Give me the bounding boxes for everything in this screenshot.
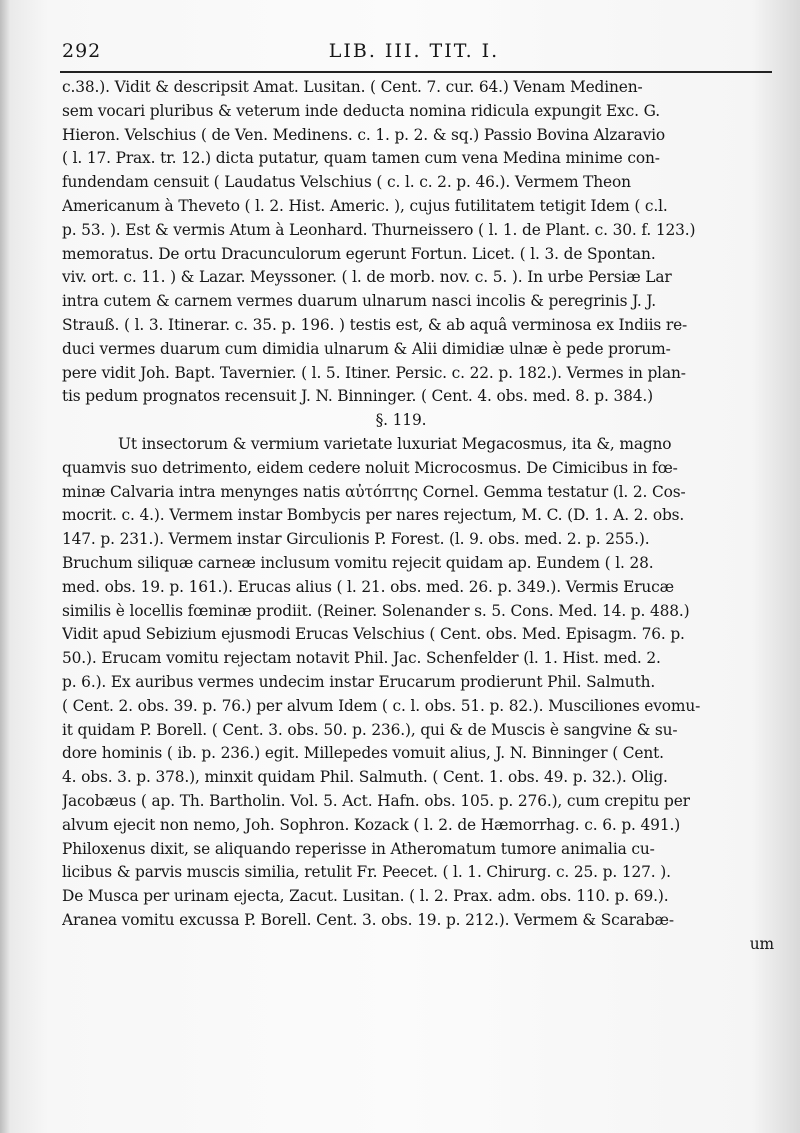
text-line: dore hominis ( ib. p. 236.) egit. Millepedes vomuit alius, J. N. Binninger ( Cent.: [62, 744, 664, 763]
text-line: Jacobæus ( ap. Th. Bartholin. Vol. 5. Act. Hafn. obs. 105. p. 276.), cum crepitu per: [62, 791, 690, 810]
running-title: LIB. III. TIT. I.: [328, 40, 500, 62]
text-line: fundendam censuit ( Laudatus Velschius ( c. l. c. 2. p. 46.). Vermem Theon: [62, 173, 631, 192]
text-line: similis è locellis fœminæ prodiit. (Reiner. Solenander s. 5. Cons. Med. 14. p. 488.): [62, 601, 690, 620]
catchword: um: [749, 934, 774, 953]
text-line: Strauß. ( l. 3. Itinerar. c. 35. p. 196. ) testis est, & ab aquâ verminosa ex Indiis re-: [62, 315, 688, 334]
text-line: 50.). Erucam vomitu rejectam notavit Phil. Jac. Schenfelder (l. 1. Hist. med. 2.: [62, 649, 661, 668]
text-line: tis pedum prognatos recensuit J. N. Binninger. ( Cent. 4. obs. med. 8. p. 384.): [62, 387, 654, 406]
text-line: p. 6.). Ex auribus vermes undecim instar Erucarum prodierunt Phil. Salmuth.: [62, 672, 656, 691]
text-line: quamvis suo detrimento, eidem cedere noluit Microcosmus. De Cimicibus in fœ-: [62, 458, 678, 477]
text-line: minæ Calvaria intra menynges natis αὐτόπτης Cornel. Gemma testatur (l. 2. Cos-: [62, 482, 686, 501]
text-line: memoratus. De ortu Dracunculorum egerunt Fortun. Licet. ( l. 3. de Spontan.: [62, 244, 656, 263]
text-line: Bruchum siliquæ carneæ inclusum vomitu rejecit quidam ap. Eundem ( l. 28.: [62, 553, 654, 572]
text-line: mocrit. c. 4.). Vermem instar Bombycis per nares rejectum, M. C. (D. 1. A. 2. obs.: [62, 506, 685, 525]
text-line: Philoxenus dixit, se aliquando reperisse in Atheromatum tumore animalia cu-: [62, 839, 655, 858]
text-line: c.38.). Vidit & descripsit Amat. Lusitan. ( Cent. 7. cur. 64.) Venam Medinen-: [62, 78, 643, 96]
header-rule: [60, 71, 772, 73]
page-number: 292: [62, 40, 102, 62]
section-heading: §. 119.: [375, 411, 427, 430]
text-line: pere vidit Joh. Bapt. Tavernier. ( l. 5. Itiner. Persic. c. 22. p. 182.). Vermes in plan-: [62, 363, 686, 382]
page-edge-shadow: [0, 0, 10, 1133]
text-line: Hieron. Velschius ( de Ven. Medinens. c. 1. p. 2. & sq.) Passio Bovina Alzaravio: [62, 125, 666, 144]
text-line: Vidit apud Sebizium ejusmodi Erucas Velschius ( Cent. obs. Med. Episagm. 76. p.: [62, 625, 685, 644]
text-line: alvum ejecit non nemo, Joh. Sophron. Kozack ( l. 2. de Hæmorrhag. c. 6. p. 491.): [62, 815, 681, 834]
text-line: licibus & parvis muscis similia, retulit Fr. Peecet. ( l. 1. Chirurg. c. 25. p. 127. ).: [62, 863, 671, 882]
text-line: med. obs. 19. p. 161.). Erucas alius ( l. 21. obs. med. 26. p. 349.). Vermis Erucæ: [62, 577, 674, 596]
text-line: 147. p. 231.). Vermem instar Girculionis P. Forest. (l. 9. obs. med. 2. p. 255.).: [62, 530, 650, 549]
text-line: sem vocari pluribus & veterum inde deducta nomina ridicula expungit Exc. G.: [62, 101, 660, 120]
running-head: [58, 34, 770, 64]
text-line: duci vermes duarum cum dimidia ulnarum & Alii dimidiæ ulnæ è pede prorum-: [62, 339, 671, 358]
text-line: De Musca per urinam ejecta, Zacut. Lusitan. ( l. 2. Prax. adm. obs. 110. p. 69.).: [62, 887, 669, 906]
text-line: viv. ort. c. 11. ) & Lazar. Meyssoner. ( l. de morb. nov. c. 5. ). In urbe Persiæ Lar: [62, 268, 672, 287]
text-line: intra cutem & carnem vermes duarum ulnarum nasci incolis & peregrinis J. J.: [62, 292, 656, 311]
text-line: 4. obs. 3. p. 378.), minxit quidam Phil. Salmuth. ( Cent. 1. obs. 49. p. 32.). Olig.: [62, 768, 668, 787]
text-line: p. 53. ). Est & vermis Atum à Leonhard. Thurneissero ( l. 1. de Plant. c. 30. f. 123.): [62, 220, 696, 239]
text-line: Americanum à Theveto ( l. 2. Hist. Americ. ), cujus futilitatem tetigit Idem ( c.l.: [62, 196, 668, 215]
body-text: [62, 76, 780, 956]
paragraph-start: Ut insectorum & vermium varietate luxuriat Megacosmus, ita &, magno: [118, 434, 672, 453]
text-line: ( l. 17. Prax. tr. 12.) dicta putatur, quam tamen cum vena Medina minime con-: [62, 149, 660, 168]
text-line: ( Cent. 2. obs. 39. p. 76.) per alvum Idem ( c. l. obs. 51. p. 82.). Musciliones evomu-: [62, 696, 701, 715]
text-line: it quidam P. Borell. ( Cent. 3. obs. 50. p. 236.), qui & de Muscis è sangvine & su-: [62, 720, 678, 739]
text-line: Aranea vomitu excussa P. Borell. Cent. 3. obs. 19. p. 212.). Vermem & Scarabæ-: [62, 910, 674, 929]
